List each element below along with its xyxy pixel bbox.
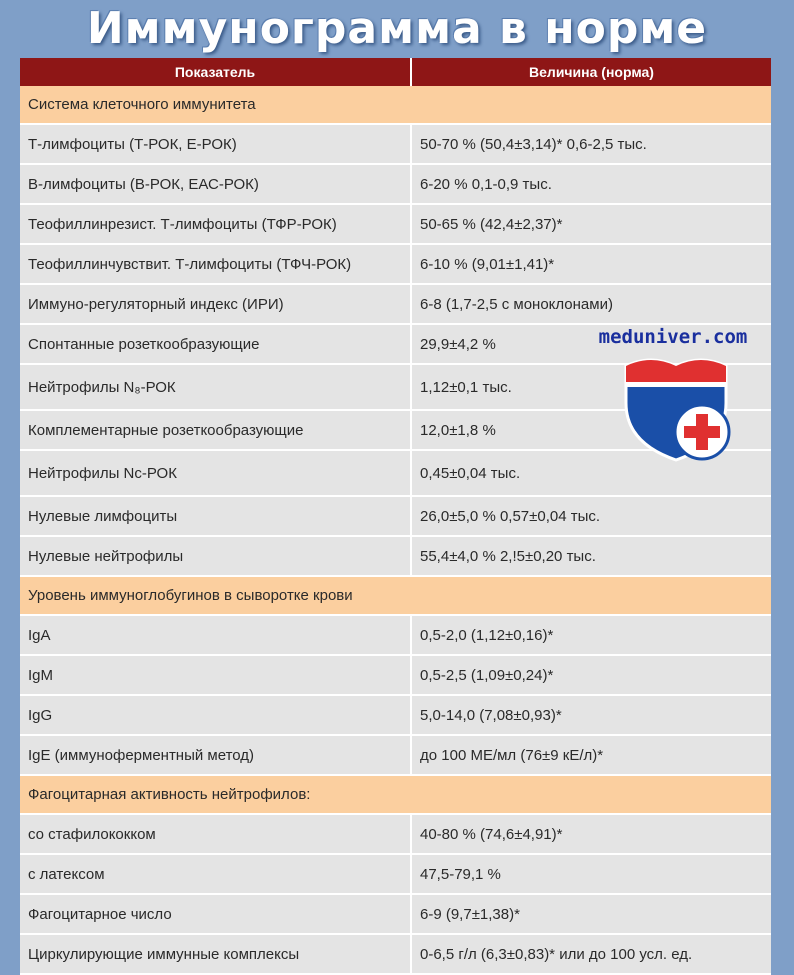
indicator-cell: со стафилококком [20, 814, 411, 854]
indicator-cell: Фагоцитарное число [20, 894, 411, 934]
indicator-cell: Т-лимфоциты (Т-РОК, Е-РОК) [20, 124, 411, 164]
value-cell: до 100 МЕ/мл (76±9 кЕ/л)* [411, 735, 771, 775]
value-cell: 50-65 % (42,4±2,37)* [411, 204, 771, 244]
column-header-value: Величина (норма) [411, 58, 771, 86]
table-row [20, 244, 771, 284]
section-row [20, 86, 771, 124]
value-cell: 0,45±0,04 тыс. [411, 450, 771, 496]
table-row [20, 204, 771, 244]
table-row [20, 615, 771, 655]
value-cell: 6-9 (9,7±1,38)* [411, 894, 771, 934]
value-cell: 6-8 (1,7-2,5 с моноклонами) [411, 284, 771, 324]
indicator-cell: Комплементарные розеткообразующие [20, 410, 411, 450]
value-cell: 0-6,5 г/л (6,3±0,83)* или до 100 усл. ед. [411, 934, 771, 974]
table-row [20, 496, 771, 536]
watermark-text: meduniver.com [598, 326, 748, 348]
table-header-row [20, 58, 771, 86]
table-row [20, 124, 771, 164]
value-cell: 6-10 % (9,01±1,41)* [411, 244, 771, 284]
value-cell: 6-20 % 0,1-0,9 тыс. [411, 164, 771, 204]
table-row [20, 536, 771, 576]
indicator-cell: с латексом [20, 854, 411, 894]
table-row [20, 655, 771, 695]
indicator-cell: Теофиллинрезист. Т-лимфоциты (ТФР-РОК) [20, 204, 411, 244]
watermark [588, 326, 758, 466]
indicator-cell: Нейтрофилы N₈-РОК [20, 364, 411, 410]
table-row [20, 164, 771, 204]
page-title: Иммунограмма в норме [86, 3, 708, 54]
value-cell: 55,4±4,0 % 2,!5±0,20 тыс. [411, 536, 771, 576]
section-row [20, 775, 771, 814]
value-cell: 0,5-2,0 (1,12±0,16)* [411, 615, 771, 655]
value-cell: 29,9±4,2 % [411, 324, 771, 364]
indicator-cell: Нейтрофилы Nс-РОК [20, 450, 411, 496]
value-cell: 0,5-2,5 (1,09±0,24)* [411, 655, 771, 695]
indicator-cell: Иммуно-регуляторный индекс (ИРИ) [20, 284, 411, 324]
table-row [20, 854, 771, 894]
table-row [20, 284, 771, 324]
value-cell: 26,0±5,0 % 0,57±0,04 тыс. [411, 496, 771, 536]
section-title: Уровень иммуноглобугинов в сыворотке крови [20, 576, 771, 615]
indicator-cell: Циркулирующие иммунные комплексы [20, 934, 411, 974]
section-title: Фагоцитарная активность нейтрофилов: [20, 775, 771, 814]
indicator-cell: В-лимфоциты (В-РОК, ЕАС-РОК) [20, 164, 411, 204]
value-cell: 12,0±1,8 % [411, 410, 771, 450]
indicator-cell: IgE (иммуноферментный метод) [20, 735, 411, 775]
indicator-cell: Нулевые нейтрофилы [20, 536, 411, 576]
value-cell: 5,0-14,0 (7,08±0,93)* [411, 695, 771, 735]
indicator-cell: IgM [20, 655, 411, 695]
shield-cross-icon [616, 348, 746, 468]
value-cell: 50-70 % (50,4±3,14)* 0,6-2,5 тыс. [411, 124, 771, 164]
immunogram-table [20, 58, 771, 975]
table-row [20, 735, 771, 775]
value-cell: 1,12±0,1 тыс. [411, 364, 771, 410]
section-row [20, 576, 771, 615]
value-cell: 40-80 % (74,6±4,91)* [411, 814, 771, 854]
table-row [20, 695, 771, 735]
indicator-cell: IgG [20, 695, 411, 735]
column-header-indicator: Показатель [20, 58, 411, 86]
section-title: Система клеточного иммунитета [20, 86, 771, 124]
indicator-cell: Спонтанные розеткообразующие [20, 324, 411, 364]
indicator-cell: Теофиллинчувствит. Т-лимфоциты (ТФЧ-РОК) [20, 244, 411, 284]
indicator-cell: IgA [20, 615, 411, 655]
value-cell: 47,5-79,1 % [411, 854, 771, 894]
indicator-cell: Нулевые лимфоциты [20, 496, 411, 536]
table-row [20, 814, 771, 854]
table-row [20, 894, 771, 934]
table-row [20, 934, 771, 974]
